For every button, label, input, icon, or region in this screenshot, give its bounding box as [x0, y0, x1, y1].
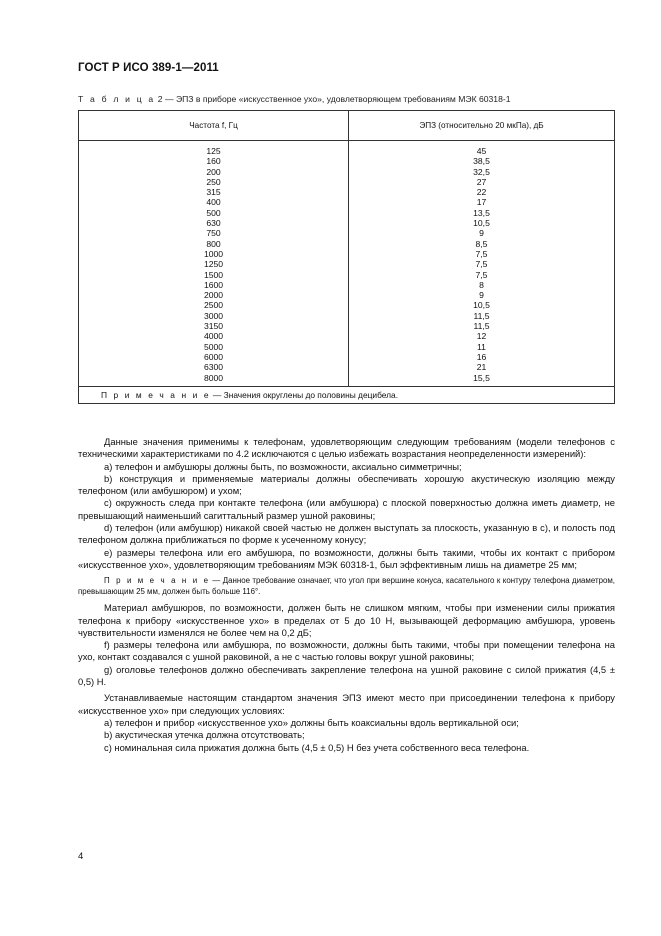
- frequency-cell: 1000: [203, 248, 224, 259]
- frequency-cell: 400: [206, 197, 221, 208]
- level-cell: 10,5: [473, 218, 490, 229]
- level-cell: 38,5: [473, 156, 490, 167]
- table-note: [79, 386, 615, 403]
- frequency-cell: 800: [206, 238, 221, 249]
- level-cell: 12: [476, 331, 487, 342]
- table-caption-text: 2 — ЭПЗ в приборе «искусственное ухо», удовлетворяющем требованиям МЭК 60318-1: [155, 94, 511, 104]
- level-cell: 45: [476, 146, 487, 156]
- level-cell: 8,5: [475, 238, 488, 249]
- page-number: 4: [78, 851, 84, 862]
- level-cell: 10,5: [473, 300, 490, 311]
- frequency-cell: 315: [206, 187, 221, 198]
- level-cell: 7,5: [475, 259, 488, 270]
- list-item-d: d) телефон (или амбушюр) никакой своей частью не должен выступать за плоскость, указанную в c), и полость под телефоном должна приближаться по форме к усеченному конусу;: [78, 522, 615, 546]
- frequency-cell: 250: [206, 176, 221, 187]
- column-header-level: ЭПЗ (относительно 20 мкПа), дБ: [349, 111, 615, 141]
- frequency-cell: 6000: [203, 351, 224, 362]
- frequency-cell: 4000: [203, 331, 224, 342]
- paragraph-intro: Данные значения применимы к телефонам, удовлетворяющим следующим требованиям (модели телефонов с техническими характеристиками по 4.2 исключаются с целью избежать возрастания неопределенности измерений):: [78, 436, 615, 460]
- level-cell: 9: [479, 290, 484, 301]
- frequency-cell: 125: [206, 146, 221, 156]
- frequency-cell: 1500: [203, 269, 224, 280]
- document-header: ГОСТ Р ИСО 389-1—2011: [78, 62, 219, 74]
- condition-item-a: a) телефон и прибор «искусственное ухо» должны быть коаксиальны вдоль вертикальной оси;: [104, 716, 519, 728]
- paragraph-material: Материал амбушюров, по возможности, должен быть не слишком мягким, чтобы при изменении силы прижатия телефона к прибору «искусственное ухо» в пределах от 5 до 10 Н, вызывающей деформацию амбушюра, уровень чувствительности изменялся не более чем на 0,2 дБ;: [78, 602, 615, 638]
- level-cell: 17: [476, 197, 487, 208]
- condition-item-b: b) акустическая утечка должна отсутствовать;: [104, 729, 305, 741]
- frequency-cell: 1250: [203, 259, 224, 270]
- frequency-cell: 6300: [203, 362, 224, 373]
- frequency-cell: 630: [206, 218, 221, 229]
- level-cell: 7,5: [475, 248, 488, 259]
- paragraph-conditions: Устанавливаемые настоящим стандартом значения ЭПЗ имеют место при присоединении телефона к прибору «искусственное ухо» при следующих условиях:: [78, 692, 615, 716]
- frequency-cell: 1600: [203, 279, 224, 290]
- body-text: [78, 436, 615, 754]
- frequency-cell: 8000: [203, 372, 224, 383]
- level-cell: 13,5: [473, 207, 490, 218]
- level-cell: 7,5: [475, 269, 488, 280]
- frequency-cell: 5000: [203, 341, 224, 352]
- frequency-cell: 3000: [203, 310, 224, 321]
- level-cell: 15,5: [473, 372, 490, 383]
- note-prefix: П р и м е ч а н и е: [104, 576, 210, 586]
- level-cell: 27: [476, 176, 487, 187]
- frequency-cell: 750: [206, 228, 221, 239]
- frequency-cell: 3150: [203, 321, 224, 332]
- level-cell: 21: [476, 362, 487, 373]
- level-cell: 8: [479, 279, 484, 290]
- frequency-cell: 2000: [203, 290, 224, 301]
- list-item-a: a) телефон и амбушюры должны быть, по возможности, аксиально симметричны;: [104, 460, 462, 472]
- level-cell: 11: [477, 341, 486, 352]
- frequency-cell: 2500: [203, 300, 224, 311]
- list-item-f: f) размеры телефона или амбушюра, по возможности, должны быть такими, чтобы при помещении телефона на ухо, контакт создавался с ушной раковиной, а не с частью головы вокруг ушной раковины;: [78, 639, 615, 663]
- note-paragraph: [78, 575, 615, 597]
- level-cell: 16: [476, 351, 487, 362]
- level-cell: 11,5: [473, 310, 490, 321]
- level-cell: 22: [476, 187, 487, 198]
- list-item-c: c) окружность следа при контакте телефона (или амбушюра) с плоской поверхностью должна иметь диаметр, не превышающий наименьший сагиттальный размер ушной раковины;: [78, 497, 615, 521]
- frequency-cell: 200: [206, 166, 221, 177]
- frequency-cell: 500: [206, 207, 221, 218]
- level-cell: 32,5: [473, 166, 490, 177]
- level-cell: 11,5: [473, 321, 490, 332]
- level-column: [349, 141, 615, 387]
- spl-table: [78, 110, 615, 404]
- table-caption-prefix: Т а б л и ц а: [78, 94, 156, 104]
- list-item-e: e) размеры телефона или его амбушюра, по возможности, должны быть такими, чтобы их контакт с прибором «искусственное ухо», удовлетворяющим требованиям МЭК 60318-1, был эффективным лишь на диаметре 25 мм;: [78, 546, 615, 570]
- condition-item-c: c) номинальная сила прижатия должна быть (4,5 ± 0,5) Н без учета собственного веса телефона.: [104, 741, 530, 753]
- frequency-column: [79, 141, 349, 387]
- list-item-g: g) оголовье телефонов должно обеспечивать закрепление телефона на ушной раковине с силой прижатия (4,5 ± 0,5) Н.: [78, 663, 615, 688]
- note-text: — Данное требование означает, что угол при вершине конуса, касательного к контуру телефона диаметром, превышающим 25 мм, должен быть больше 116°.: [78, 576, 615, 597]
- column-header-frequency: Частота f, Гц: [79, 111, 349, 141]
- table-note-text: — Значения округлены до половины децибела.: [210, 389, 399, 400]
- frequency-cell: 160: [206, 156, 221, 167]
- table-caption: [78, 94, 511, 104]
- table-note-prefix: П р и м е ч а н и е: [101, 389, 211, 400]
- level-cell: 9: [479, 228, 484, 239]
- list-item-b: b) конструкция и применяемые материалы должны обеспечивать хорошую акустическую изоляцию между телефоном (или амбушюром) и ухом;: [78, 472, 615, 497]
